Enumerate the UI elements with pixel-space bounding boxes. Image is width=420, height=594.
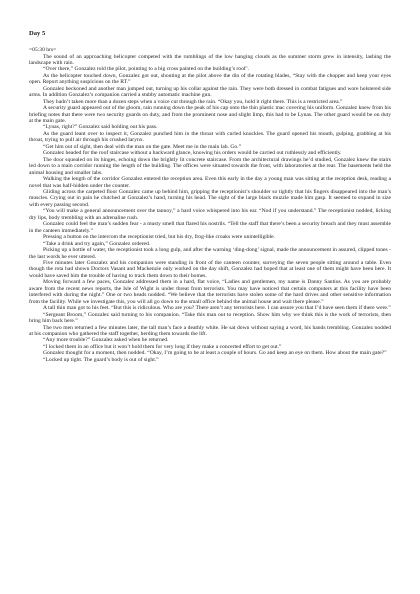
paragraph: Gonzalez beckoned and another man jumped out, turning up his collar against the rain. They were both dressed in combat fatigues and wore holstered side arms. In addition Gonzalez’s companion carried a stubby automatic machine gun. <box>29 85 391 99</box>
paragraph: A security guard appeared out of the gloom, rain running down the peak of his cap onto the thin plastic mac covering his uniform. Gonzalez knew from his briefing notes that there were two security guards on duty, and from the prominent nose and slight limp, this had to be Lynas. The other guard would be on duty at the main gate. <box>29 105 391 125</box>
paragraph: Gonzalez thought for a moment, then nodded. “Okay, I’m going to be at least a couple of hours. Go and keep an eye on them. How about the main gate?” <box>43 350 387 357</box>
paragraph: The two men returned a few minutes later, the tall man’s face a deathly white. He sat down without saying a word, his hands trembling. Gonzalez nodded at his companion who gathered the staff together, herding them towards the lift. <box>29 324 391 337</box>
paragraph: “Locked up tight. The guard’s body is out of sight.” <box>43 356 159 363</box>
paragraph: “Over there,” Gonzalez told the pilot, pointing to a big cross painted on the building’s roof’. <box>43 66 250 73</box>
paragraph: Picking up a bottle of water, the receptionist took a long gulp, and after the warning ‘ding-dong’ signal, made the announcement in assured, clipped tones - the last words he ever uttered. <box>29 247 391 260</box>
chapter-heading: Day 5 <box>29 30 46 37</box>
paragraph: The door squealed on its hinges, echoing down the brightly lit concrete staircase. From the architectural drawings he’d studied, Gonzalez knew the stairs led down to a main corridor running the length of the building. The offices were situated towards the front, with laboratories at the rear. The basements held the animal housing and smaller labs. <box>29 156 391 176</box>
paragraph: Moving forward a few paces, Gonzalez addressed them in a hard, flat voice, “Ladies and gentlemen, my name is Danny Santius. As you are probably aware from the recent news reports, the Isle of Wight is under threat from terrorists. You may have noticed that certain computers at this facility have been interfered with during the night.” One or two heads nodded. “We believe that the terrorists have stolen some of the hard drives and other sensitive information from the facility. While we investigate this, you will all go down to the small office behind the animal house and wait there please.” <box>29 279 391 305</box>
paragraph: “Take a drink and try again,” Gonzalez ordered. <box>43 240 151 247</box>
body-text <box>29 54 391 364</box>
paragraph: A tall thin man got to his feet. “But this is ridiculous. Who are you? There aren’t any terrorists here. I can assure you that I’d have seen them if there were.” <box>43 305 391 312</box>
paragraph: As the guard leant over to inspect it, Gonzalez punched him in the throat with curled knuckles. The guard opened his mouth, gulping, grabbing at his throat, trying to pull air through his crushed larynx. <box>29 130 391 144</box>
paragraph: “You will make a general announcement over the tannoy,” a hard voice whispered into his ear. “Nod if you understand.” The receptionist nodded, licking dry lips, body trembling with an adrenaline rush. <box>29 208 391 221</box>
paragraph: Gonzalez headed for the roof staircase without a backward glance, knowing his orders would be carried out ruthlessly and efficiently. <box>43 150 342 157</box>
paragraph: The sound of an approaching helicopter competed with the rumblings of the low hanging clouds as the summer storm grew in intensity, lashing the landscape with rain. <box>29 53 391 66</box>
paragraph: “Get him out of sight, then deal with the man on the gate. Meet me in the main lab. Go.” <box>43 143 242 150</box>
paragraph: They hadn’t taken more than a dozen steps when a voice cut through the rain. “Okay you, hold it right there. This is a restricted area.” <box>43 98 343 105</box>
paragraph: Five minutes later Gonzalez and his companion were standing in front of the canteen counter, surveying the seven people sitting around a table. Even though the rota had shown Doctors Vasant and Mackenzie only worked on the day shift, Gonzalez had hoped that at least one of them might have been here. It would have saved him the trouble of having to track them down to their homes. <box>29 260 391 279</box>
paragraph: Gonzalez could feel the man’s sudden fear - a musty smell that flared his nostrils. “Tell the staff that there’s been a security breach and they must assemble in the canteen immediately.” <box>29 221 391 234</box>
time-stamp: =05:30 hrs= <box>29 47 57 53</box>
paragraph: “Any more trouble?” Gonzalez asked when he returned. <box>43 337 169 344</box>
paragraph: “I locked them in an office but it won’t hold them for very long if they make a concerted effort to get out.” <box>43 343 282 350</box>
paragraph: As the helicopter touched down, Gonzalez got out, shouting at the pilot above the din of the rotating blades, “Stay with the chopper and keep your eyes open. Report anything suspicious on the RT.” <box>29 72 391 86</box>
paragraph: “Lynas, right?” Gonzalez said holding out his pass. <box>43 124 158 131</box>
paragraph: Pressing a button on the intercom the receptionist tried, but his dry, frog-like croaks were unintelligible. <box>43 234 276 241</box>
paragraph: Walking the length of the corridor Gonzalez entered the reception area. Even this early in the day a young man was sitting at the reception desk, reading a novel that was half-hidden under the counter. <box>29 176 391 189</box>
paragraph: Gliding across the carpeted floor Gonzalez came up behind him, gripping the receptionist’s shoulder so tightly that his fingers disappeared into the man’s muscles. Crying out in pain he clutched at Gonzalez’s hand, turning his head. The sight of the large black muzzle made him gasp. It seemed to expand in size with every passing second. <box>29 189 391 208</box>
paragraph: “Sergeant Broom,” Gonzalez said turning to his companion. “Take this man out to reception. Show him why we think this is the work of terrorists, then bring him back here.” <box>29 311 391 325</box>
